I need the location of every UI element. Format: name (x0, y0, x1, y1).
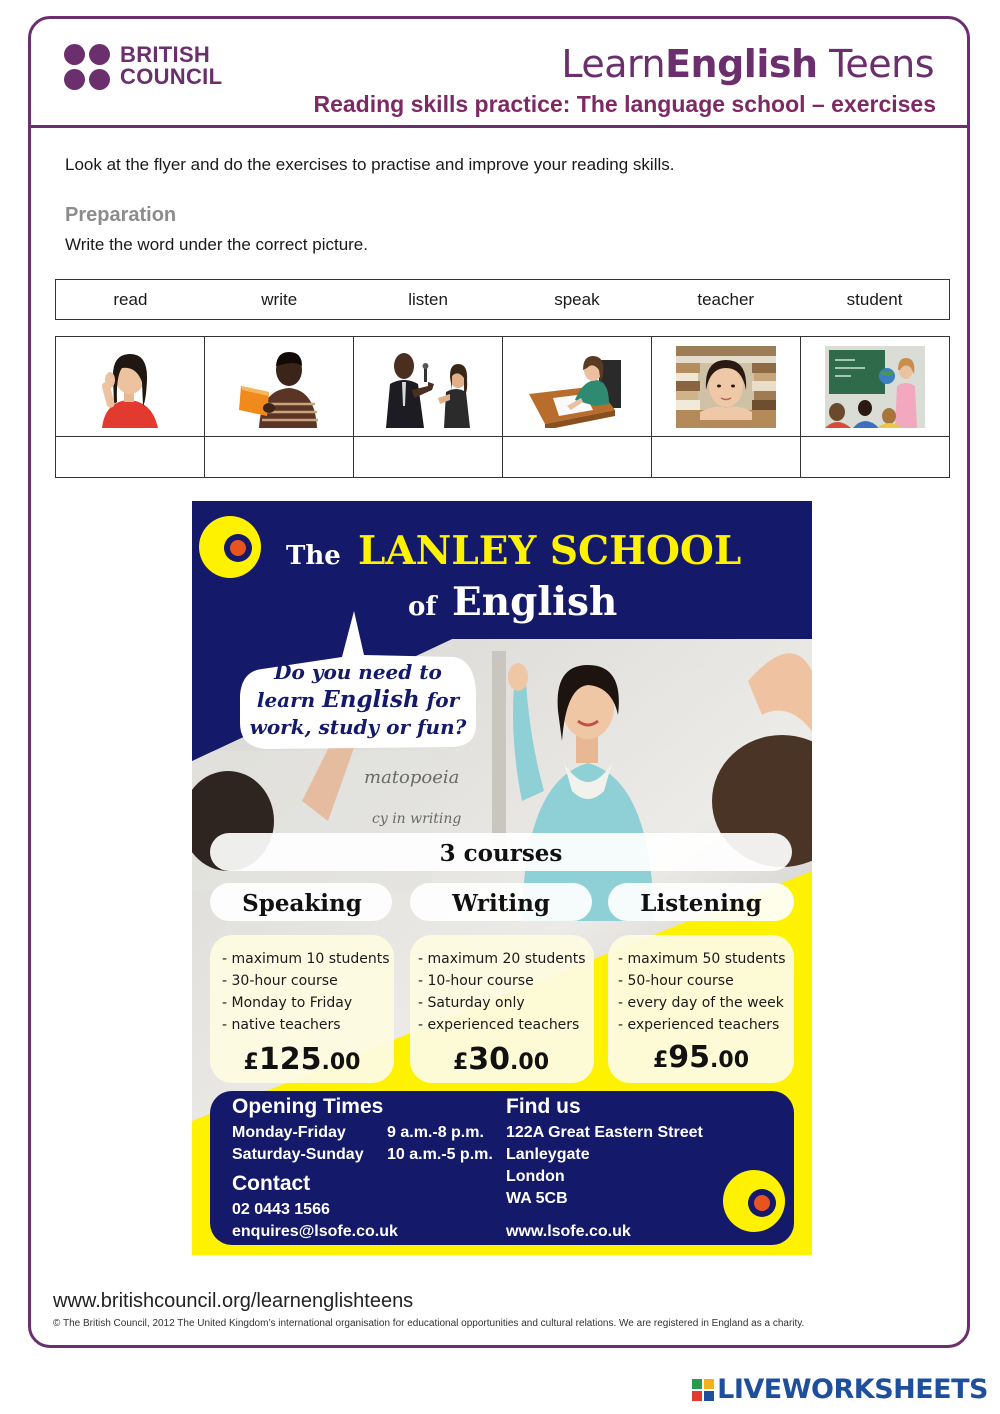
contact-heading: Contact (232, 1172, 311, 1195)
listening-detail-1: - maximum 50 students (618, 951, 786, 967)
picture-writing-girl (527, 346, 627, 428)
speaking-detail-1: - maximum 10 students (222, 951, 390, 967)
bubble-line-3: work, study or fun? (249, 715, 467, 739)
speaking-detail-3: - Monday to Friday (222, 995, 353, 1011)
word-speak[interactable]: speak (554, 290, 600, 309)
contact-phone[interactable]: 02 0443 1566 (232, 1201, 330, 1218)
find-heading: Find us (506, 1095, 581, 1118)
word-bank (55, 279, 950, 320)
logo-learn: Learn (561, 42, 666, 86)
address-line-1: 122A Great Eastern Street (506, 1124, 703, 1141)
title-the: The (286, 541, 341, 571)
logo-teens: Teens (817, 42, 934, 86)
course-name-speaking: Speaking (242, 890, 362, 917)
picture-girl-with-books (676, 346, 776, 428)
flyer-graphic (192, 501, 812, 1255)
price-listening: £95.00 (652, 1040, 750, 1075)
writing-detail-4: - experienced teachers (418, 1017, 580, 1033)
footer-copyright: © The British Council, 2012 The United Kingdom’s international organisation for educational opportunities and cultural relations. We are registered in England as a charity. (53, 1318, 805, 1329)
picture-classroom-students (825, 346, 925, 428)
speaking-detail-4: - native teachers (222, 1017, 341, 1033)
word-read[interactable]: read (113, 290, 148, 309)
course-name-writing: Writing (452, 890, 550, 917)
answer-box-6[interactable] (801, 437, 949, 477)
price-writing: £30.00 (452, 1042, 550, 1077)
title-lanley-school: LANLEY SCHOOL (358, 528, 742, 574)
header-divider (28, 125, 970, 128)
word-listen[interactable]: listen (408, 290, 448, 309)
courses-heading: 3 courses (439, 840, 563, 867)
listening-detail-4: - experienced teachers (618, 1017, 780, 1033)
writing-detail-3: - Saturday only (418, 995, 525, 1011)
liveworksheets-label: LIVEWORKSHEETS (717, 1374, 988, 1405)
board-text-1: matopoeia (364, 767, 460, 788)
picture-row (56, 337, 949, 437)
answer-box-1[interactable] (56, 437, 205, 477)
liveworksheets-grid-icon (692, 1379, 714, 1401)
liveworksheets-logo[interactable] (692, 1374, 988, 1405)
answer-row (56, 437, 949, 477)
opening-days-2: Saturday-Sunday (232, 1146, 364, 1163)
title-english: English (452, 579, 618, 625)
intro-text: Look at the flyer and do the exercises to practise and improve your reading skills. (65, 155, 675, 174)
picture-table (55, 336, 950, 478)
picture-listening-girl (80, 346, 180, 428)
writing-detail-1: - maximum 20 students (418, 951, 586, 967)
british-council-logo (64, 44, 234, 94)
picture-speaking-people (378, 346, 478, 428)
opening-hours-1: 9 a.m.-8 p.m. (387, 1124, 484, 1141)
page-title: Reading skills practice: The language school – exercises (313, 91, 936, 117)
listening-detail-2: - 50-hour course (618, 973, 734, 989)
bc-line-2: COUNCIL (120, 64, 223, 89)
opening-days-1: Monday-Friday (232, 1124, 346, 1141)
course-name-listening: Listening (640, 890, 762, 917)
address-line-4: WA 5CB (506, 1190, 568, 1207)
writing-detail-2: - 10-hour course (418, 973, 534, 989)
opening-heading: Opening Times (232, 1095, 384, 1118)
preparation-heading: Preparation (65, 204, 177, 226)
word-teacher[interactable]: teacher (697, 290, 755, 309)
address-line-3: London (506, 1168, 565, 1185)
preparation-instruction: Write the word under the correct picture. (65, 235, 368, 254)
answer-box-4[interactable] (503, 437, 652, 477)
bubble-line-1: Do you need to (274, 660, 442, 684)
price-speaking: £125.00 (243, 1042, 361, 1077)
opening-hours-2: 10 a.m.-5 p.m. (387, 1146, 493, 1163)
learnenglish-teens-logo (561, 42, 934, 86)
answer-box-2[interactable] (205, 437, 354, 477)
footer-url[interactable]: www.britishcouncil.org/learnenglishteens (53, 1290, 414, 1312)
board-text-2: cy in writing (372, 811, 462, 827)
word-student[interactable]: student (846, 290, 903, 309)
answer-box-5[interactable] (652, 437, 801, 477)
title-of: of (408, 592, 437, 622)
british-council-dots-icon (64, 44, 114, 92)
answer-box-3[interactable] (354, 437, 503, 477)
logo-english: English (665, 42, 818, 86)
contact-email[interactable]: enquires@lsofe.co.uk (232, 1223, 398, 1240)
address-line-2: Lanleygate (506, 1146, 590, 1163)
speaking-detail-2: - 30-hour course (222, 973, 338, 989)
word-write[interactable]: write (261, 290, 298, 309)
bc-line-1: BRITISH (120, 42, 211, 67)
flyer-website[interactable]: www.lsofe.co.uk (506, 1223, 631, 1240)
bubble-line-2: learn English for (256, 686, 460, 713)
listening-detail-3: - every day of the week (618, 995, 784, 1011)
school-flyer (192, 501, 812, 1255)
picture-reading-man (229, 346, 329, 428)
